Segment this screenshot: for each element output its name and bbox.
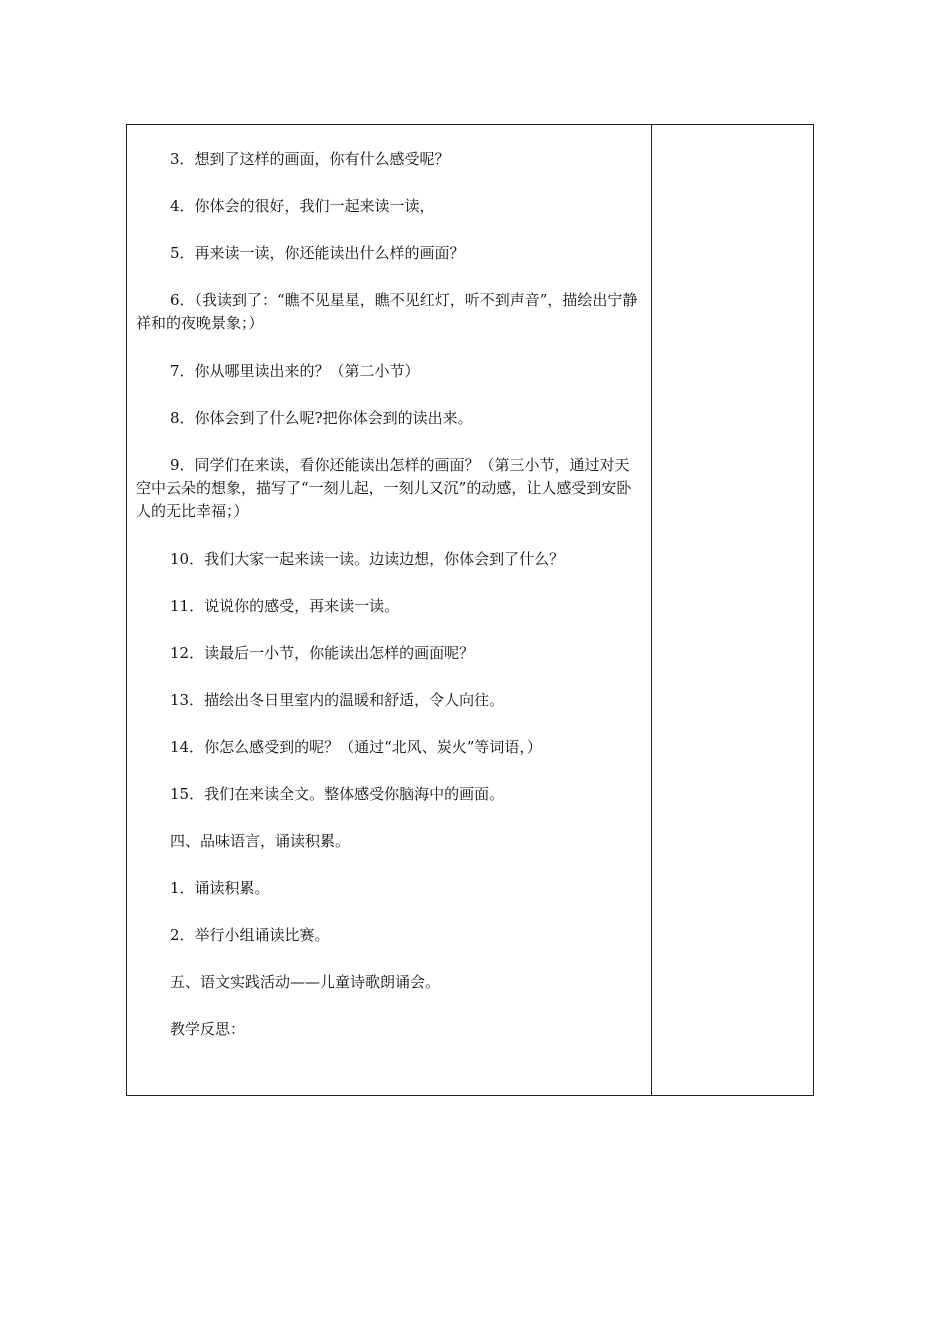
paragraph-14: 14．你怎么感受到的呢？（通过“北风、炭火”等词语，） [170, 738, 542, 756]
teaching-reflection-label: 教学反思： [170, 1020, 246, 1038]
paragraph-12: 12．读最后一小节，你能读出怎样的画面呢？ [170, 644, 475, 662]
paragraph-4-2: 2．举行小组诵读比赛。 [170, 926, 330, 944]
paragraph-6: 6．（我读到了：“瞧不见星星，瞧不见红灯，听不到声音”，描绘出宁静祥和的夜晚景象；） [136, 291, 638, 332]
paragraph-9: 9．同学们在来读，看你还能读出怎样的画面？（第三小节，通过对天空中云朵的想象，描写了“一刻儿起，一刻儿又沉”的动感，让人感受到安卧人的无比幸福；） [136, 456, 632, 520]
paragraph-15: 15．我们在来读全文。整体感受你脑海中的画面。 [170, 785, 505, 803]
paragraph-5: 5．再来读一读，你还能读出什么样的画面？ [170, 244, 465, 262]
paragraph-8: 8．你体会到了什么呢?把你体会到的读出来。 [170, 409, 473, 427]
paragraph-3: 3．想到了这样的画面，你有什么感受呢？ [170, 150, 450, 168]
paragraph-10: 10．我们大家一起来读一读。边读边想，你体会到了什么？ [170, 550, 565, 568]
paragraph-11: 11．说说你的感受，再来读一读。 [170, 597, 400, 615]
paragraph-4: 4．你体会的很好，我们一起来读一读， [170, 197, 435, 215]
paragraph-7: 7．你从哪里读出来的？（第二小节） [170, 362, 420, 380]
paragraph-13: 13．描绘出冬日里室内的温暖和舒适，令人向往。 [170, 691, 505, 709]
section-heading-5: 五、语文实践活动——儿童诗歌朗诵会。 [170, 973, 441, 991]
section-heading-4: 四、品味语言，诵读积累。 [170, 832, 351, 850]
paragraph-4-1: 1．诵读积累。 [170, 879, 270, 897]
notes-column [652, 125, 813, 1095]
